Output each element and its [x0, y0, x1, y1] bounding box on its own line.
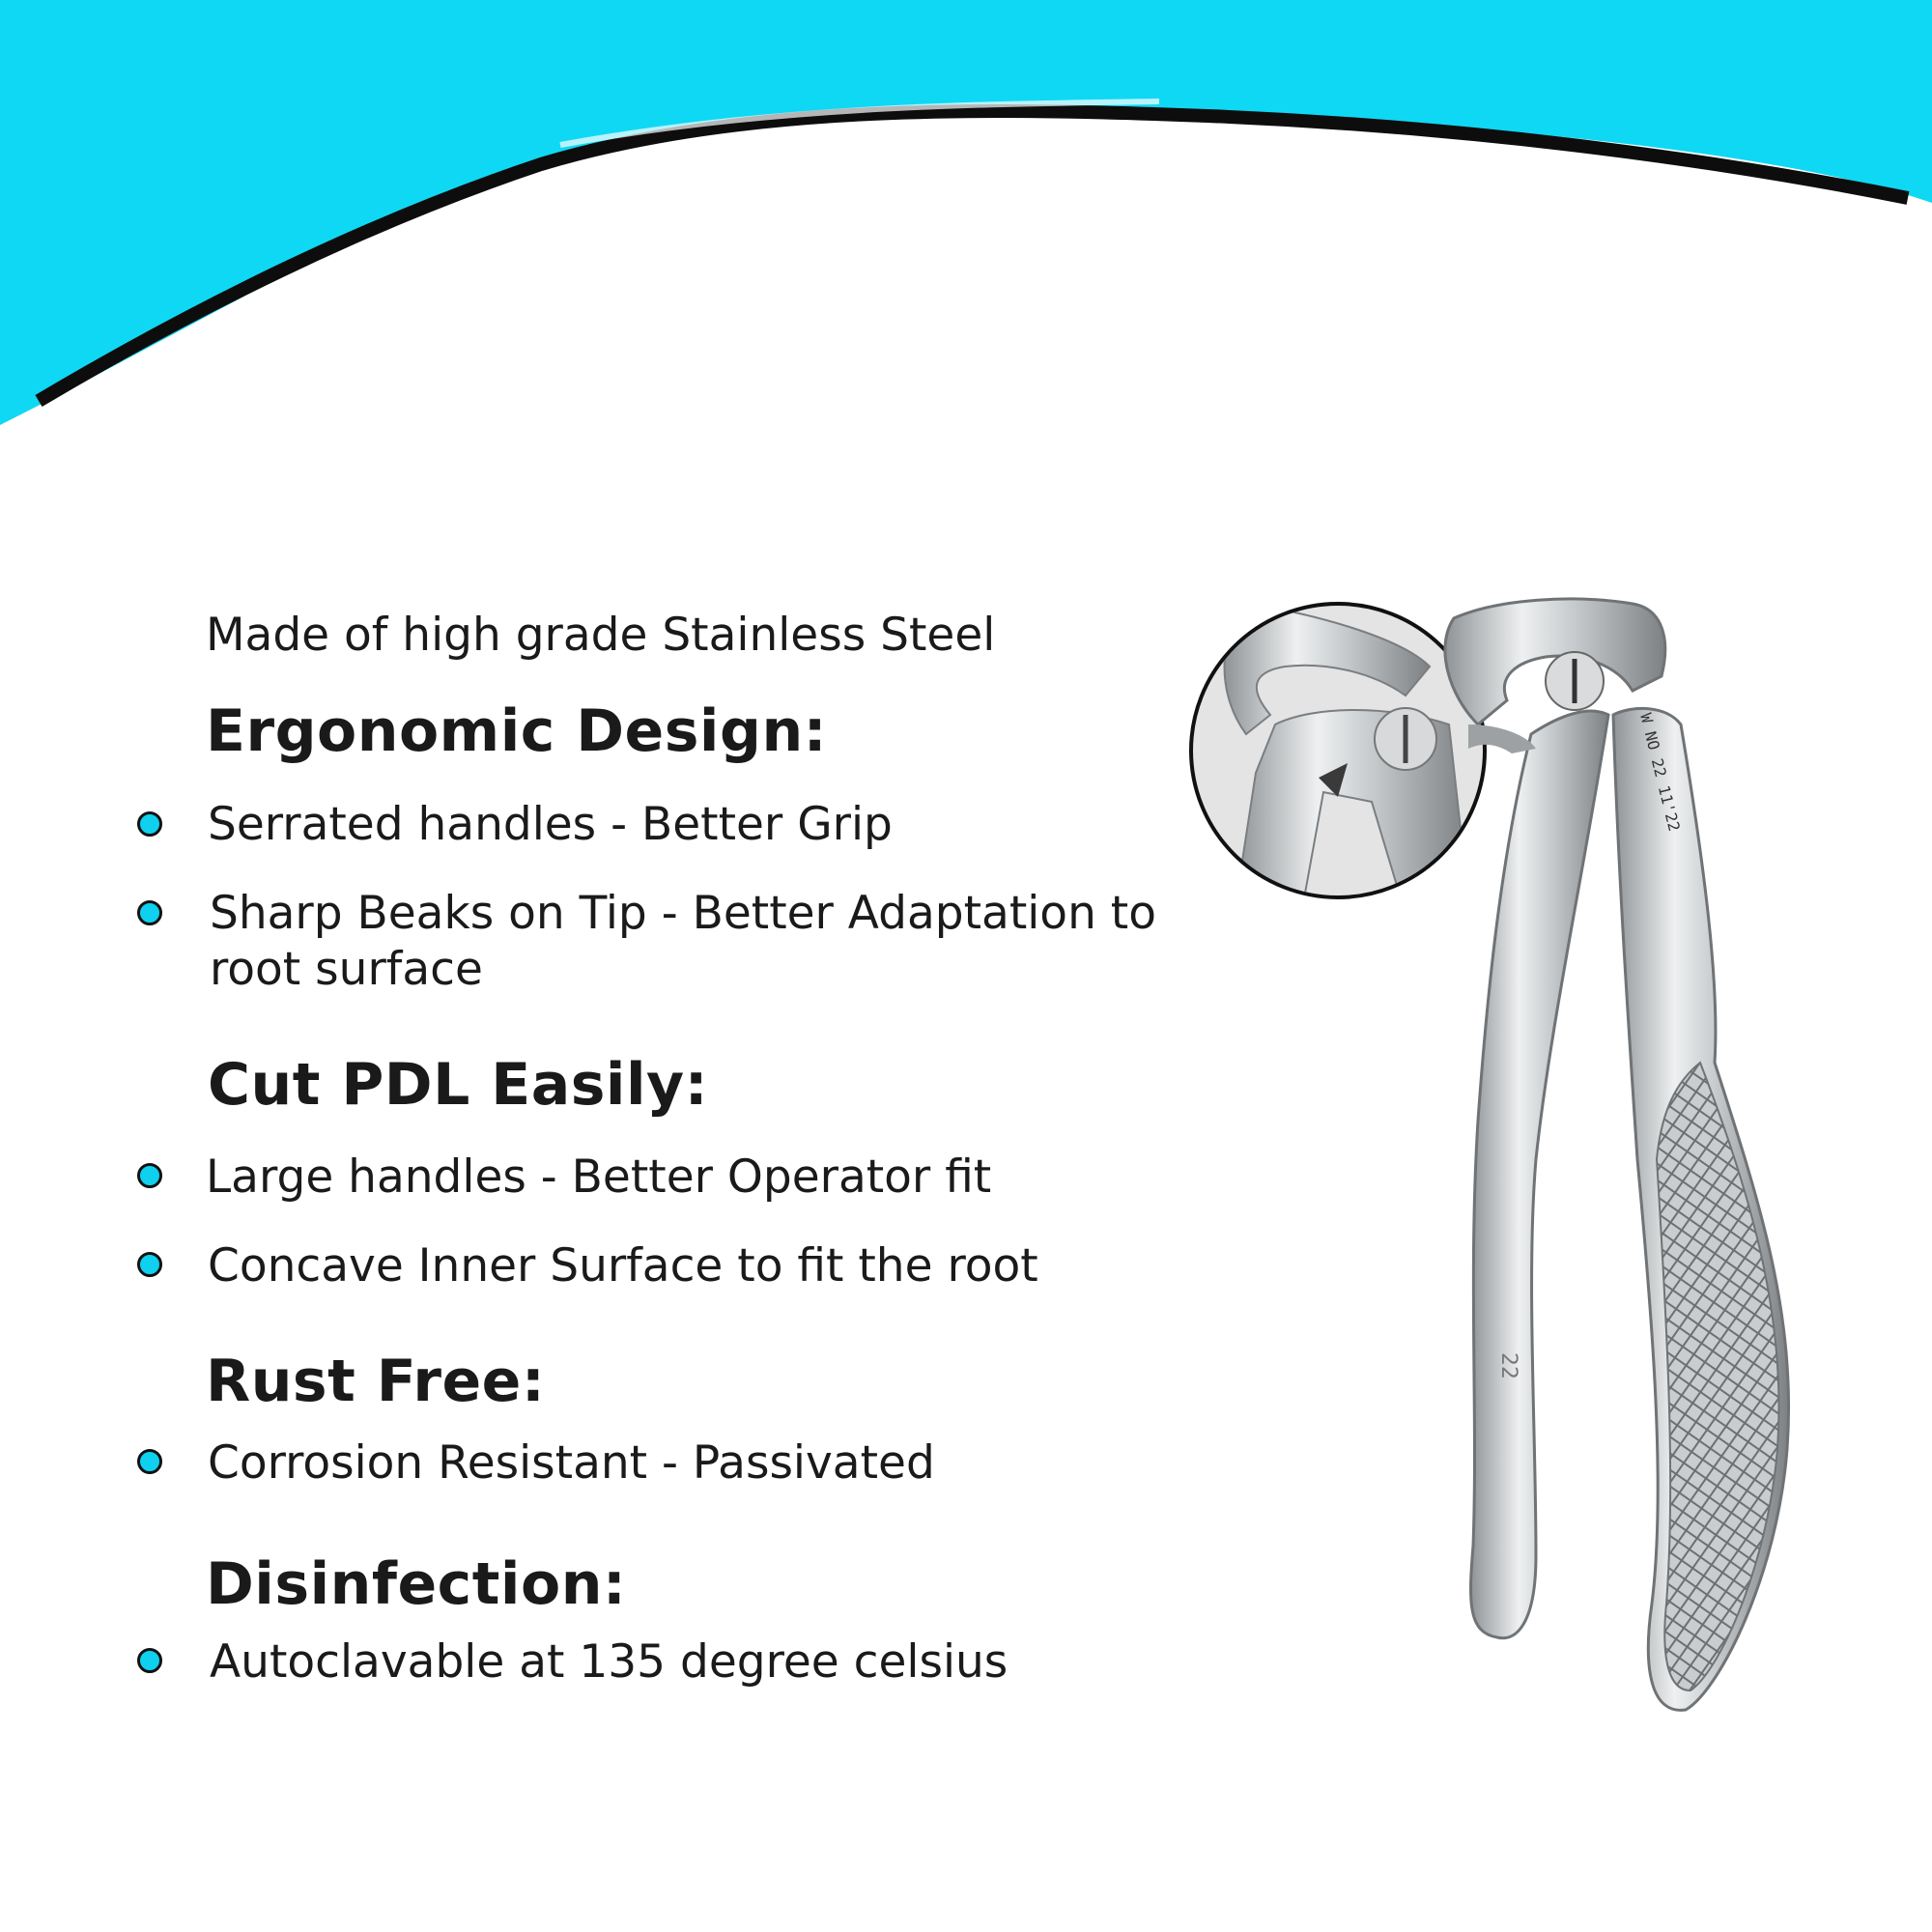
section-heading-disinfection: Disinfection:	[206, 1550, 627, 1618]
bullet-text: Autoclavable at 135 degree celsius	[210, 1635, 1009, 1689]
bullet-dot-icon	[137, 1252, 162, 1277]
forceps-engraving: W NO 22 11'22	[1636, 711, 1684, 834]
bullet-text: Corrosion Resistant - Passivated	[208, 1436, 935, 1490]
section-heading-ergonomic-design: Ergonomic Design:	[206, 697, 828, 765]
bullet-dot-icon	[137, 1449, 162, 1474]
bullet-text: Serrated handles - Better Grip	[208, 798, 893, 851]
handle-number: 22	[1496, 1352, 1520, 1379]
bullet-text: Concave Inner Surface to fit the root	[208, 1239, 1038, 1293]
dental-forceps-image	[1179, 580, 1874, 1739]
beak-detail-inset	[1191, 604, 1485, 898]
bullet-dot-icon	[137, 900, 162, 925]
intro-text: Made of high grade Stainless Steel	[206, 609, 996, 662]
section-heading-rust-free: Rust Free:	[206, 1348, 546, 1415]
section-heading-cut-pdl-easily: Cut PDL Easily:	[208, 1051, 709, 1119]
bullet-dot-icon	[137, 1163, 162, 1188]
forceps-body	[1445, 599, 1789, 1710]
bullet-text: Large handles - Better Operator fit	[206, 1151, 992, 1204]
bullet-text: Sharp Beaks on Tip - Better Adaptation to root surface	[210, 887, 1156, 996]
header-wave-banner	[0, 0, 1932, 444]
bullet-dot-icon	[137, 811, 162, 837]
bullet-dot-icon	[137, 1648, 162, 1673]
